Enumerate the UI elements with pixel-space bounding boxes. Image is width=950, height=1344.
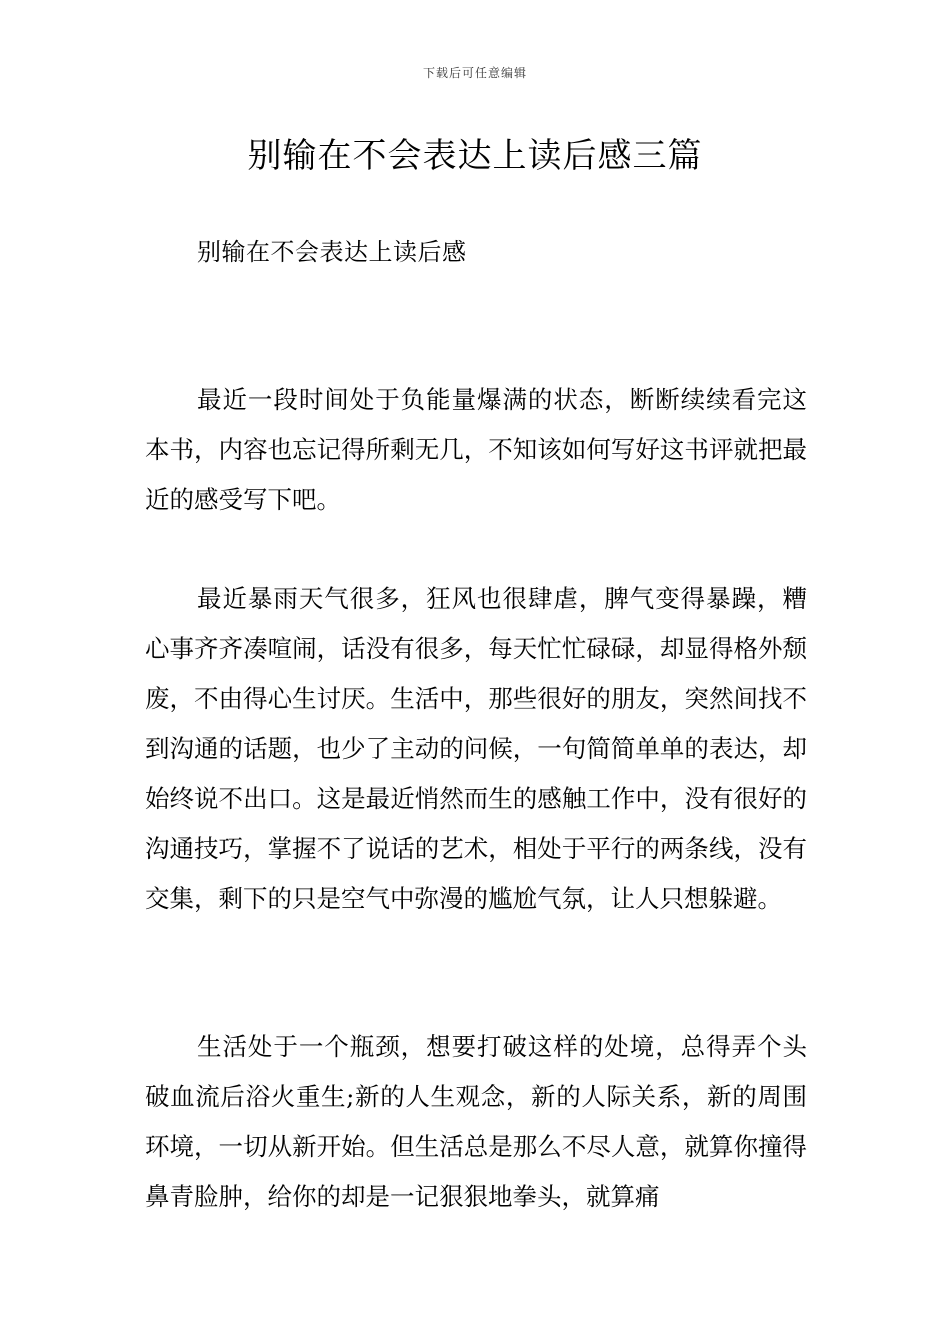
- paragraph-3: 生活处于一个瓶颈，想要打破这样的处境，总得弄个头破血流后浴火重生;新的人生观念，新的人际关系，新的周围环境，一切从新开始。但生活总是那么不尽人意，就算你撞得鼻青脸肿，给你的却是一记狠狠地拳头，就算痛: [145, 1032, 807, 1211]
- document-title: 别输在不会表达上读后感三篇: [247, 136, 703, 176]
- header-note: 下载后可任意编辑: [422, 66, 527, 80]
- section-subtitle: 别输在不会表达上读后感: [197, 238, 467, 266]
- paragraph-2: 最近暴雨天气很多，狂风也很肆虐，脾气变得暴躁，糟心事齐齐凑喧闹，话没有很多，每天忙忙碌碌，却显得格外颓废，不由得心生讨厌。生活中，那些很好的朋友，突然间找不到沟通的话题，也少了主动的问候，一句简简单单的表达，却始终说不出口。这是最近悄然而生的感触工作中，没有很好的沟通技巧，掌握不了说话的艺术，相处于平行的两条线，没有交集，剩下的只是空气中弥漫的尴尬气氛，让人只想躲避。: [145, 584, 807, 913]
- paragraph-1: 最近一段时间处于负能量爆满的状态，断断续续看完这本书，内容也忘记得所剩无几，不知该如何写好这书评就把最近的感受写下吧。: [145, 385, 807, 514]
